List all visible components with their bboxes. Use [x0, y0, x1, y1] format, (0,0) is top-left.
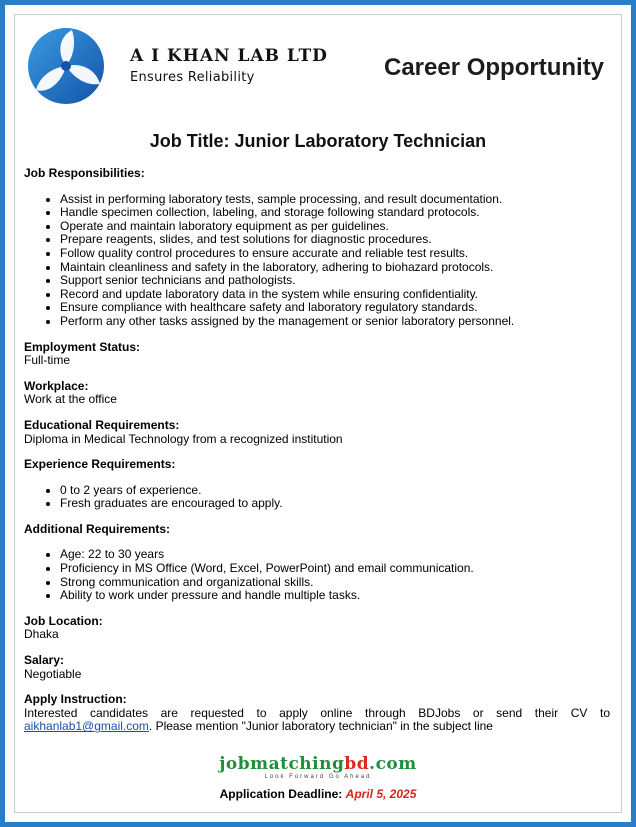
list-item: • Support senior technicians and pathologists. — [60, 274, 610, 288]
company-block — [130, 46, 328, 85]
career-heading: Career Opportunity — [384, 54, 605, 81]
list-item: • Strong communication and organizational skills. — [60, 576, 610, 590]
list-item: • Ensure compliance with healthcare safety and laboratory regulatory standards. — [60, 301, 610, 315]
salary-title: Salary: — [24, 653, 65, 668]
list-item: • Age: 22 to 30 years — [60, 548, 610, 562]
email-link[interactable]: aikhanlab1@gmail.com — [24, 719, 149, 734]
apply-text-after: . Please mention "Junior laboratory technician" in the subject line — [148, 719, 493, 734]
list-item: • Follow quality control procedures to ensure accurate and reliable test results. — [60, 247, 610, 261]
application-deadline — [0, 787, 636, 801]
list-item: • Handle specimen collection, labeling, and storage following standard protocols. — [60, 206, 610, 220]
list-item: • 0 to 2 years of experience. — [60, 484, 610, 498]
employment-status-title: Employment Status: — [24, 339, 141, 354]
employment-status-value: Full-time — [24, 353, 71, 368]
salary-value: Negotiable — [24, 666, 82, 681]
watermark-logo — [0, 755, 636, 781]
apply-instruction — [24, 707, 610, 734]
list-item: • Proficiency in MS Office (Word, Excel, PowerPoint) and email communication. — [60, 562, 610, 576]
list-item: • Record and update laboratory data in the system while ensuring confidentiality. — [60, 288, 610, 302]
deadline-label: Application Deadline: — [219, 787, 343, 801]
responsibilities-list — [24, 193, 610, 329]
apply-title: Apply Instruction: — [24, 692, 127, 707]
experience-list — [24, 484, 610, 511]
list-item: • Maintain cleanliness and safety in the laboratory, adhering to biohazard protocols. — [60, 261, 610, 275]
workplace-value: Work at the office — [24, 392, 117, 407]
deadline-date: April 5, 2025 — [345, 787, 417, 801]
additional-title: Additional Requirements: — [24, 521, 171, 536]
list-item: • Perform any other tasks assigned by the management or senior laboratory personnel. — [60, 315, 610, 329]
education-title: Educational Requirements: — [24, 417, 180, 432]
workplace-title: Workplace: — [24, 378, 89, 393]
watermark-part-com: .com — [369, 754, 417, 774]
company-logo-icon — [26, 22, 106, 112]
experience-title: Experience Requirements: — [24, 457, 176, 472]
responsibilities-title: Job Responsibilities: — [24, 166, 145, 180]
list-item: • Ability to work under pressure and handle multiple tasks. — [60, 589, 610, 603]
list-item: • Assist in performing laboratory tests, sample processing, and result documentation. — [60, 193, 610, 207]
watermark-part-jobmatching: jobmatching — [219, 754, 345, 774]
company-name: A I KHAN LAB LTD — [130, 46, 328, 66]
location-value: Dhaka — [24, 627, 59, 642]
additional-list — [24, 548, 610, 602]
job-content — [24, 167, 610, 734]
list-item: • Operate and maintain laboratory equipment as per guidelines. — [60, 220, 610, 234]
list-item: • Prepare reagents, slides, and test solutions for diagnostic procedures. — [60, 233, 610, 247]
apply-text-before: Interested candidates are requested to apply online through BDJobs or send their CV to — [24, 705, 610, 720]
location-title: Job Location: — [24, 613, 103, 628]
watermark-part-bd: bd — [344, 754, 370, 774]
watermark-tagline: Look Forward Go Ahead — [264, 774, 372, 780]
job-title: Job Title: Junior Laboratory Technician — [149, 131, 487, 151]
list-item: • Fresh graduates are encouraged to apply. — [60, 497, 610, 511]
company-tagline: Ensures Reliability — [130, 70, 255, 85]
education-value: Diploma in Medical Technology from a recognized institution — [24, 431, 343, 446]
